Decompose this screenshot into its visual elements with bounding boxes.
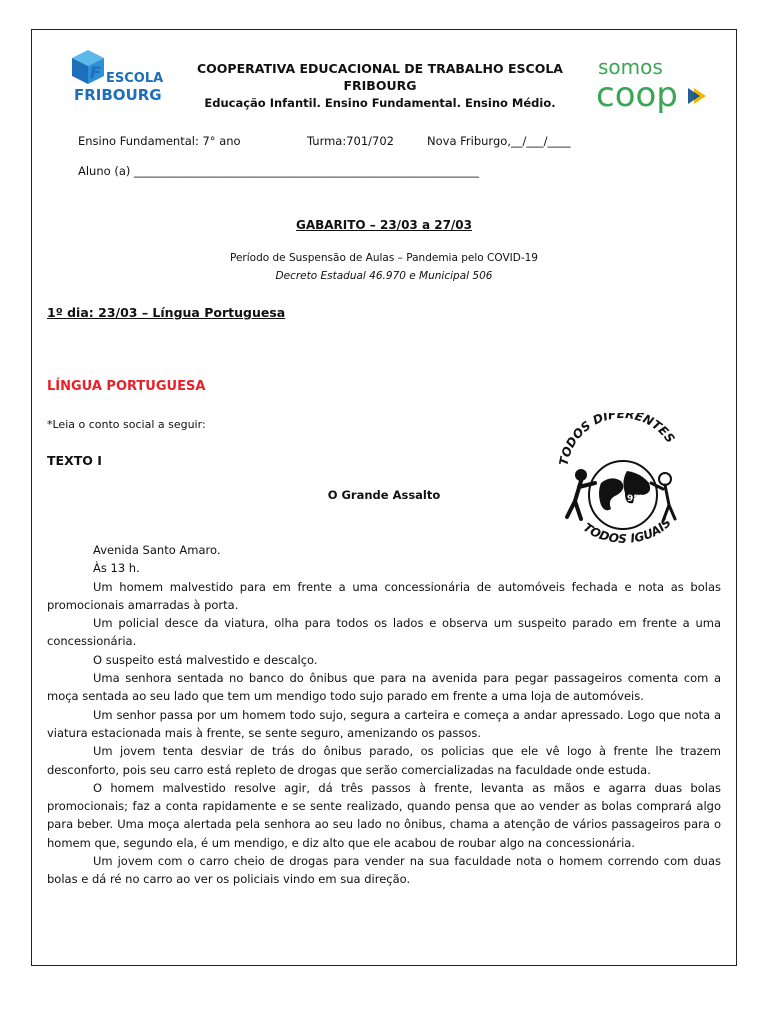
story-paragraph: Uma senhora sentada no banco do ônibus que para na avenida para pegar passageiros comenta com a moça sentada ao seu lado que tem um mendigo todo sujo parado em frente a uma loja de automóveis. — [47, 671, 721, 704]
ensino-info: Ensino Fundamental: 7° ano — [78, 134, 241, 148]
date-info: Nova Friburgo,__/___/____ — [427, 134, 571, 148]
decreto-text: Decreto Estadual 46.970 e Municipal 506 — [275, 270, 493, 282]
story-paragraph: Um senhor passa por um homem todo sujo, segura a carteira e começa a andar apressado. Logo que nota a viatura estacionada mais à frente, se sente seguro, amenizando os passos. — [47, 707, 721, 740]
story-title: O Grande Assalto — [327, 488, 441, 502]
story-paragraph: O homem malvestido resolve agir, dá três passos à frente, levanta as mãos e agarra duas bolas promocionais; faz a conta rapidamente e se sente realizado, quando pensa que ao vender as bolas comprará algo para beber. Uma moça alertada pela senhora ao seu lado no ônibus, chama a atenção de vários passageiros para o homem que, segundo ela, é um mendigo, e diz alto que ele acabou de roubar algo na concessionária. — [47, 780, 721, 850]
story-paragraph: Um policial desce da viatura, olha para todos os lados e observa um suspeito parado em frente a uma concessionária. — [47, 616, 721, 649]
story-paragraph: O suspeito está malvestido e descalço. — [93, 652, 318, 667]
school-title: COOPERATIVA EDUCACIONAL DE TRABALHO ESCOLA FRIBOURG — [197, 61, 563, 93]
texto-label: TEXTO I — [47, 453, 102, 468]
svg-text:TODOS IGUAIS: TODOS IGUAIS — [580, 515, 674, 546]
somos-coop-logo — [596, 54, 714, 114]
story-paragraph: Um jovem com o carro cheio de drogas para vender na sua faculdade nota o homem correndo com duas bolas e dá ré no carro ao ver os policiais vindo em sua direção. — [47, 854, 721, 887]
periodo-text: Período de Suspensão de Aulas – Pandemia pelo COVID-19 — [230, 252, 538, 264]
school-subtitle: Educação Infantil. Ensino Fundamental. Ensino Médio. — [204, 96, 556, 110]
story-paragraph: Às 13 h. — [93, 561, 140, 576]
instruction-text: *Leia o conto social a seguir: — [47, 418, 206, 431]
aluno-field: Aluno (a) ____________________________________________________________ — [78, 164, 480, 178]
svg-text:98: 98 — [627, 494, 640, 504]
dia-heading: 1º dia: 23/03 – Língua Portuguesa — [47, 305, 286, 320]
todos-diferentes-logo — [557, 413, 687, 553]
svg-text:TODOS DIFERENTES: TODOS DIFERENTES — [557, 413, 678, 467]
story-paragraph: Avenida Santo Amaro. — [93, 543, 221, 557]
svg-text:ESCOLA: ESCOLA — [106, 71, 164, 86]
svg-text:coop: coop — [596, 75, 678, 114]
story-body — [47, 541, 721, 889]
svg-text:F: F — [90, 63, 101, 82]
turma-info: Turma:701/702 — [307, 134, 394, 148]
gabarito-heading: GABARITO – 23/03 a 27/03 — [295, 218, 473, 232]
story-paragraph: Um jovem tenta desviar de trás do ônibus parado, os policias que ele vê logo à frente lhe trazem desconforto, pois seu carro está repleto de drogas que serão comercializadas na faculdade onde estuda. — [47, 744, 721, 777]
section-heading: LÍNGUA PORTUGUESA — [47, 379, 206, 394]
escola-fribourg-logo — [66, 48, 176, 106]
story-paragraph: Um homem malvestido para em frente a uma concessionária de automóveis fechada e nota as bolas promocionais amarradas à porta. — [47, 579, 721, 612]
svg-text:FRIBOURG: FRIBOURG — [74, 86, 162, 104]
svg-text:somos: somos — [598, 55, 663, 79]
